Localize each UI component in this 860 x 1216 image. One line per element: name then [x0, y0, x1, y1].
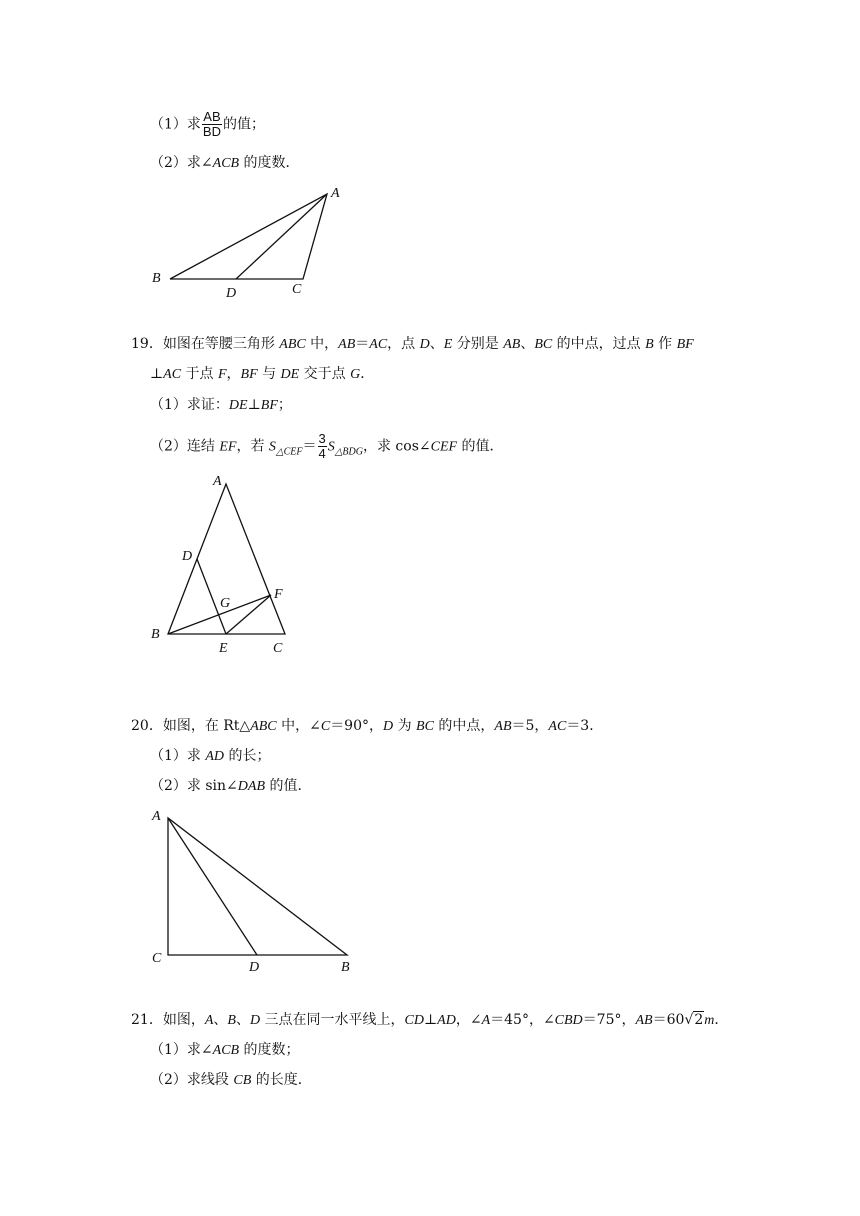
- q19-statement-line2: ⊥AC 于点 F，BF 与 DE 交于点 G．: [150, 366, 375, 382]
- q20-label-a: A: [152, 809, 161, 824]
- q19-label-b: B: [151, 627, 160, 642]
- q20-label-d: D: [249, 960, 260, 975]
- q18-part1: （1）求 $\frac{AB}{BD}$ 的值；: [150, 109, 265, 139]
- q19-label-f: F: [274, 587, 283, 602]
- q19-label-a: A: [213, 474, 222, 489]
- fraction-3-4: $\frac{3}{4}$: [318, 431, 326, 461]
- q19-label-e: E: [219, 641, 228, 656]
- sqrt-symbol: √2: [684, 1012, 704, 1028]
- q20-part2: （2）求 sin∠DAB 的值．: [150, 778, 312, 794]
- q18-label-b: B: [152, 271, 161, 286]
- q21-part1: （1）求∠ACB 的度数；: [150, 1042, 300, 1058]
- q19-part2: （2）连结 EF，若 $S_{\triangle CEF}=$ $\frac{3}{4}$ $S_{\triangle BDG}$，求 cos∠CEF 的值．: [150, 431, 504, 461]
- q19-statement-line1: 19．如图在等腰三角形 ABC 中，AB＝AC，点 D、E 分别是 AB、BC 的中点，过点 B 作 BF: [131, 336, 694, 352]
- q19-label-g: G: [220, 596, 231, 611]
- q19-label-d: D: [182, 549, 193, 564]
- q19-label-c: C: [273, 641, 283, 656]
- fraction-ab-bd: $\frac{AB}{BD}$: [202, 109, 221, 139]
- q20-statement: 20．如图，在 Rt△ABC 中，∠C＝90°，D 为 BC 的中点，AB＝5，AC＝3．: [131, 718, 604, 734]
- q20-label-c: C: [152, 951, 162, 966]
- q18-label-a: A: [331, 186, 340, 201]
- q18-label-c: C: [292, 282, 302, 297]
- q18-label-d: D: [226, 286, 237, 301]
- q19-part1: （1）求证：DE⊥BF；: [150, 397, 292, 413]
- q21-part2: （2）求线段 CB 的长度．: [150, 1072, 312, 1088]
- q18-part2: （2）求∠ACB 的度数．: [150, 155, 300, 171]
- q21-statement: 21．如图，A、B、D 三点在同一水平线上，CD⊥AD，∠A＝45°，∠CBD＝75°，AB＝60√2m．: [131, 1012, 729, 1028]
- q20-label-b: B: [341, 960, 350, 975]
- q20-part1: （1）求 AD 的长；: [150, 748, 271, 764]
